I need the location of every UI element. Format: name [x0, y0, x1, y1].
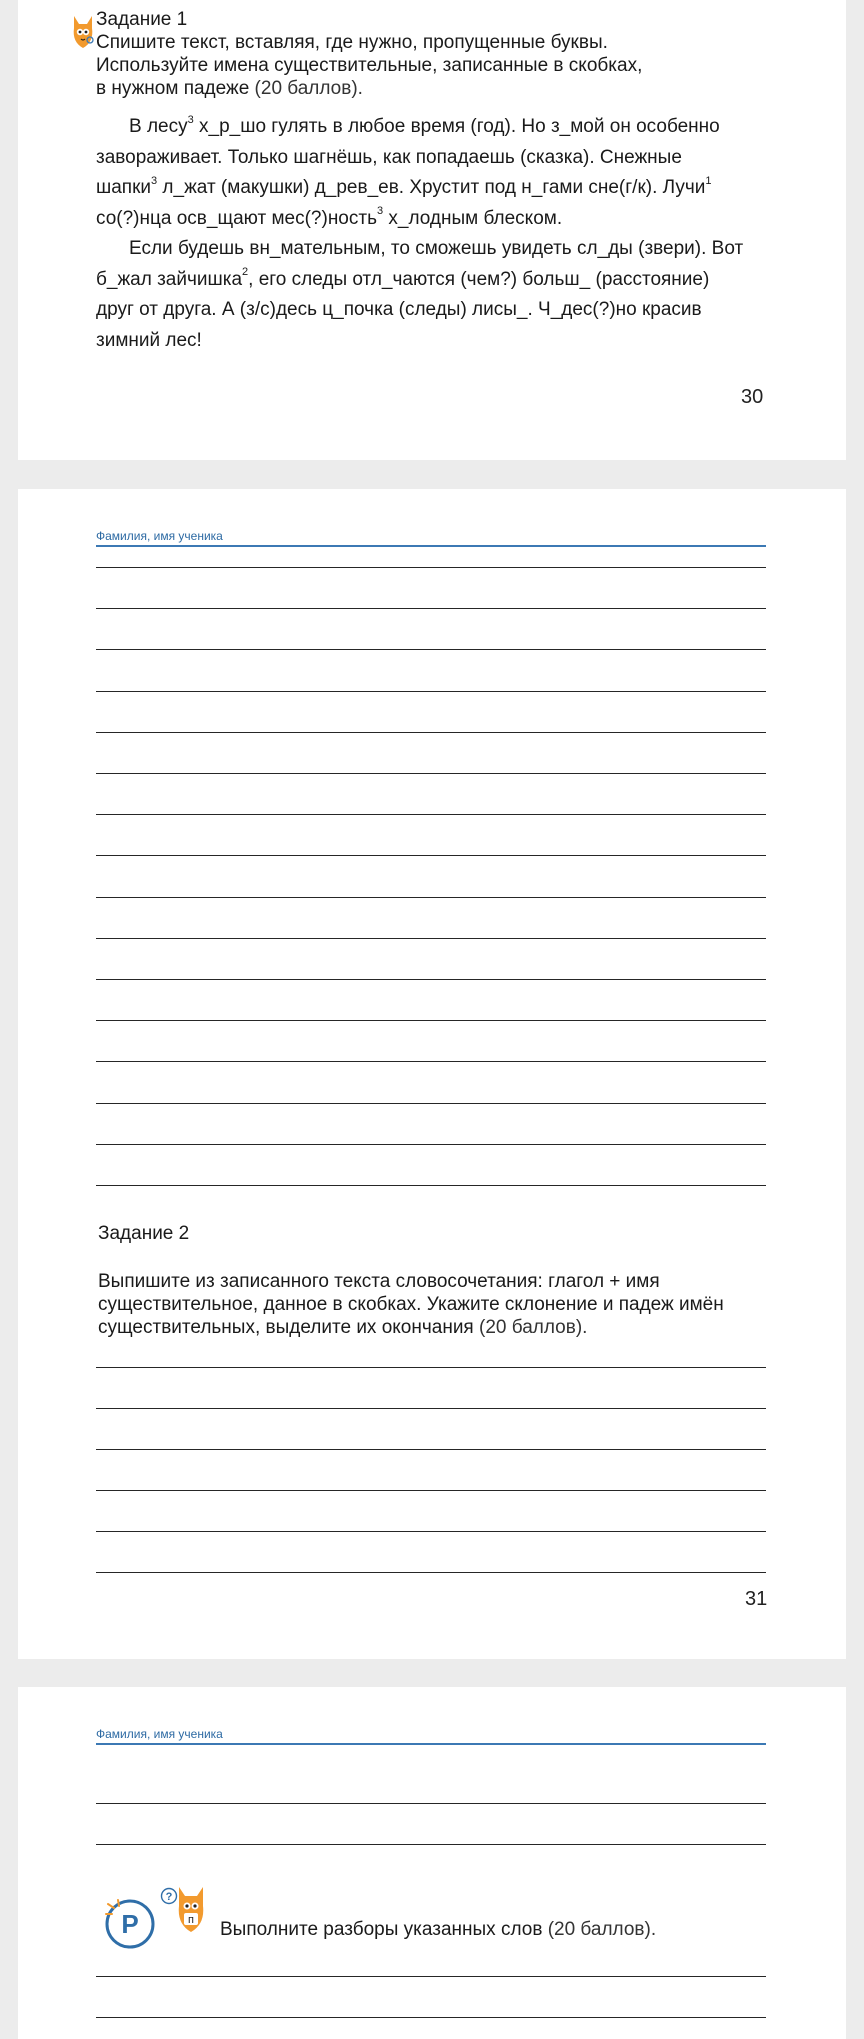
instr-line: Выпишите из записанного текста словосочетания: глагол + имя	[98, 1271, 660, 1292]
paragraph-1	[96, 112, 796, 143]
writing-line[interactable]	[96, 1185, 766, 1186]
writing-line[interactable]	[96, 1367, 766, 1368]
writing-line[interactable]	[96, 1020, 766, 1021]
superscript: 3	[376, 205, 384, 218]
student-name-field[interactable]	[96, 1743, 766, 1745]
superscript: 3	[151, 174, 158, 187]
task-3-instructions	[220, 1919, 656, 1941]
writing-line[interactable]	[96, 691, 766, 692]
text-line	[96, 173, 796, 204]
text-line: друг от друга. А (з/с)десь ц_почка (следы) лисы_. Ч_дес(?)но красив	[96, 299, 702, 320]
student-name-label: Фамилия, имя ученика	[96, 529, 223, 543]
writing-line[interactable]	[96, 979, 766, 980]
task-2-instructions	[98, 1270, 798, 1339]
dictation-text	[96, 112, 796, 356]
text-fragment: х_лодным блеском.	[383, 207, 563, 229]
text-fragment: л_жат (макушки) д_рев_ев. Хрустит под н_гами сне(г/к). Лучи	[157, 177, 706, 198]
instr-text: в нужном падеже	[96, 78, 250, 99]
page-number: 31	[745, 1588, 768, 1610]
task-1-title: Задание 1	[96, 9, 188, 30]
superscript: 1	[705, 174, 712, 187]
points: (20 баллов).	[254, 78, 363, 99]
writing-line[interactable]	[96, 1976, 766, 1977]
superscript: 2	[242, 266, 249, 279]
writing-line[interactable]	[96, 608, 766, 609]
writing-line[interactable]	[96, 2017, 766, 2018]
text-fragment: со(?)нца осв_щают мес(?)ность	[96, 207, 377, 229]
fox-mascot-icon	[70, 12, 96, 52]
writing-line[interactable]	[96, 938, 766, 939]
points: (20 баллов).	[547, 1919, 657, 1940]
writing-line[interactable]	[96, 1144, 766, 1145]
fox-mascot-icon	[174, 1884, 208, 1936]
writing-line[interactable]	[96, 1803, 766, 1804]
writing-line[interactable]	[96, 567, 766, 568]
writing-line[interactable]	[96, 855, 766, 856]
writing-line[interactable]	[96, 1531, 766, 1532]
paragraph-2: Если будешь вн_мательным, то сможешь увидеть сл_ды (звери). Вот	[129, 238, 744, 259]
writing-line[interactable]	[96, 1103, 766, 1104]
writing-line[interactable]	[96, 649, 766, 650]
writing-line[interactable]	[96, 1449, 766, 1450]
text-fragment: В лесу	[129, 116, 188, 137]
writing-line[interactable]	[96, 1408, 766, 1409]
instr-text: существительных, выделите их окончания	[98, 1317, 474, 1338]
text-fragment: б_жал зайчишка	[96, 268, 243, 290]
page-31	[18, 489, 846, 1659]
writing-line[interactable]	[96, 1061, 766, 1062]
task-2-title: Задание 2	[98, 1223, 190, 1244]
text-line	[96, 204, 796, 235]
text-fragment: , его следы отл_чаются (чем?) больш_ (расстояние)	[248, 268, 710, 290]
writing-line[interactable]	[96, 1490, 766, 1491]
superscript: 3	[187, 113, 194, 126]
r-icon-letter: Р	[121, 1909, 139, 1939]
text-line: завораживает. Только шагнёшь, как попадаешь (сказка). Снежные	[96, 146, 682, 168]
task-1-header	[96, 8, 786, 100]
text-line: зимний лес!	[96, 329, 202, 351]
instr-line	[96, 77, 786, 100]
writing-line[interactable]	[96, 814, 766, 815]
student-name-label: Фамилия, имя ученика	[96, 1727, 223, 1741]
writing-line[interactable]	[96, 1572, 766, 1573]
grammar-r-icon	[104, 1898, 156, 1950]
page-number: 30	[741, 386, 764, 408]
page-30	[18, 0, 846, 460]
points: (20 баллов).	[479, 1317, 588, 1338]
writing-line[interactable]	[96, 773, 766, 774]
text-fragment: х_р_шо гулять в любое время (год). Но з_мой он особенно	[193, 116, 720, 137]
task-1-instructions	[96, 31, 786, 100]
instr-line: Спишите текст, вставляя, где нужно, пропущенные буквы.	[96, 32, 608, 53]
instr-text: Выполните разборы указанных слов	[220, 1919, 543, 1940]
instr-line	[98, 1316, 798, 1339]
writing-line[interactable]	[96, 732, 766, 733]
instr-line: существительное, данное в скобках. Укажите склонение и падеж имён	[98, 1294, 724, 1315]
writing-line[interactable]	[96, 1844, 766, 1845]
student-name-field[interactable]	[96, 545, 766, 547]
page-32	[18, 1687, 846, 2039]
text-line	[96, 265, 796, 296]
text-fragment: шапки	[96, 177, 152, 198]
writing-line[interactable]	[96, 897, 766, 898]
question-glyph: ?	[165, 1891, 173, 1903]
instr-line: Используйте имена существительные, записанные в скобках,	[96, 55, 643, 76]
fox-letter: п	[188, 1914, 194, 1926]
